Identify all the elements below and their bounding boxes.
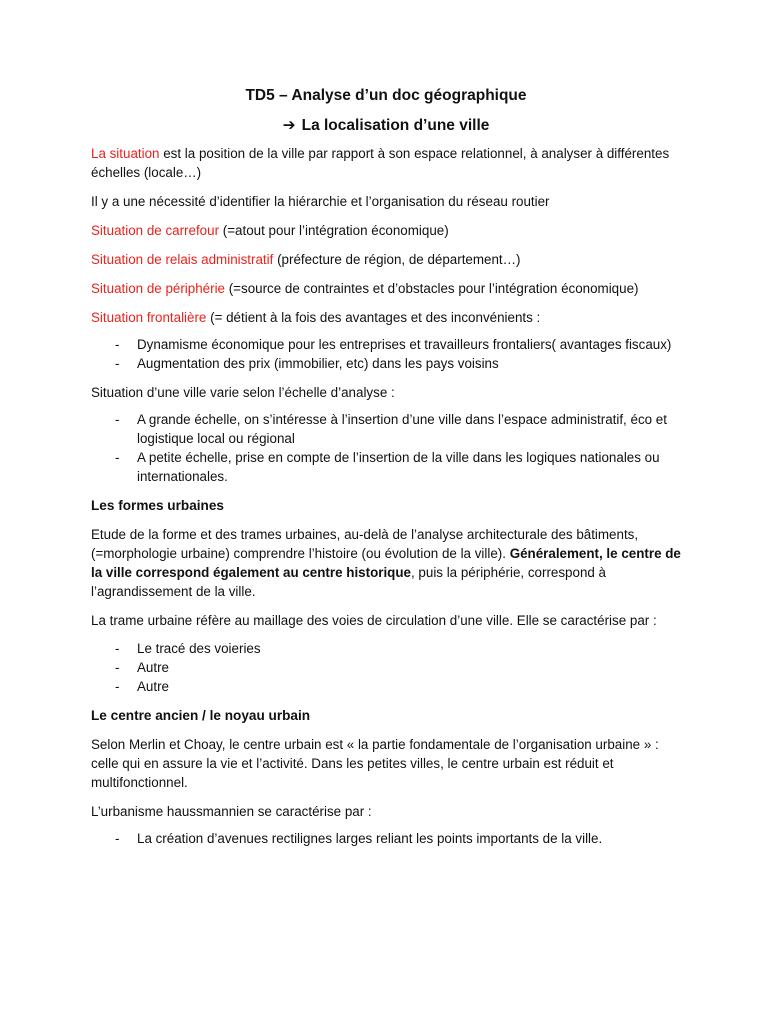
paragraph-peripherie: Situation de périphérie (=source de contraintes et d’obstacles pour l’intégration économique) — [91, 281, 639, 296]
term-relais: Situation de relais administratif — [91, 252, 274, 267]
arrow-right-icon: ➔ — [282, 117, 296, 134]
list-item: - Augmentation des prix (immobilier, etc) dans les pays voisins — [91, 354, 681, 373]
paragraph-situation: La situation est la position de la ville par rapport à son espace relationnel, à analyser à différentes échelles (locale…) — [91, 146, 670, 180]
list-item: - La création d’avenues rectilignes larges reliant les points importants de la ville. — [91, 829, 681, 848]
section-subtitle — [91, 116, 681, 136]
list-item: - A petite échelle, prise en compte de l’insertion de la ville dans les logiques nationales ou internationales. — [91, 448, 681, 486]
list-item: - Autre — [91, 658, 681, 677]
list-item: - Le tracé des voieries — [91, 639, 681, 658]
term-peripherie: Situation de périphérie — [91, 281, 225, 296]
paragraph-morphologie: Etude de la forme et des trames urbaines, au-delà de l’analyse architecturale des bâtiments, (=morphologie urbaine) comprendre l’histoire (ou évolution de la ville). Généralement, le centre de la ville correspond également au centre historique, puis la périphérie, correspond à l’agrandissement de la ville. — [91, 527, 681, 599]
list-item: - Autre — [91, 677, 681, 696]
term-situation: La situation — [91, 146, 160, 161]
paragraph-trame: La trame urbaine réfère au maillage des voies de circulation d’une ville. Elle se caractérise par : — [91, 613, 657, 628]
paragraph-frontaliere: Situation frontalière (= détient à la fois des avantages et des inconvénients : — [91, 310, 541, 325]
list-trame — [91, 639, 681, 696]
paragraph-haussmann: L’urbanisme haussmannien se caractérise par : — [91, 804, 372, 819]
bold-centre-historique: Généralement, le centre de la ville correspond également au centre historique — [91, 546, 681, 580]
subtitle-text: La localisation d’une ville — [301, 117, 490, 134]
paragraph-relais: Situation de relais administratif (préfecture de région, de département…) — [91, 252, 521, 267]
document-title: TD5 – Analyse d’un doc géographique — [245, 87, 527, 104]
document-page — [91, 86, 681, 858]
paragraph-carrefour: Situation de carrefour (=atout pour l’intégration économique) — [91, 223, 449, 238]
heading-formes-urbaines: Les formes urbaines — [91, 498, 224, 513]
paragraph-reseau: Il y a une nécessité d’identifier la hiérarchie et l’organisation du réseau routier — [91, 194, 550, 209]
paragraph-echelle: Situation d’une ville varie selon l’échelle d’analyse : — [91, 385, 395, 400]
list-item: - A grande échelle, on s’intéresse à l’insertion d’une ville dans l’espace administratif, éco et logistique local ou régional — [91, 410, 681, 448]
term-carrefour: Situation de carrefour — [91, 223, 220, 238]
list-haussmann — [91, 829, 681, 848]
term-frontaliere: Situation frontalière — [91, 310, 207, 325]
list-echelle — [91, 410, 681, 486]
heading-centre-ancien: Le centre ancien / le noyau urbain — [91, 708, 311, 723]
list-item: - Dynamisme économique pour les entreprises et travailleurs frontaliers( avantages fiscaux) — [91, 335, 681, 354]
paragraph-merlin-choay: Selon Merlin et Choay, le centre urbain est « la partie fondamentale de l’organisation urbaine » : celle qui en assure la vie et l’activité. Dans les petites villes, le centre urbain est réduit et multifonctionnel. — [91, 737, 659, 790]
list-frontaliere — [91, 335, 681, 373]
